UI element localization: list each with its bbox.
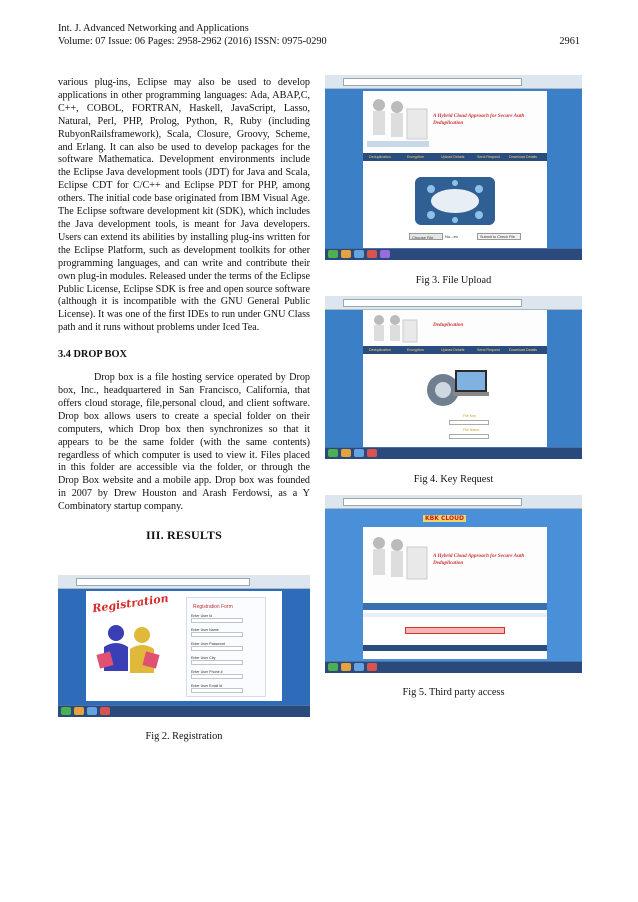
nav-upload-details[interactable]: Upload Details	[441, 348, 465, 352]
reg-field-user-id: Enter User Id	[191, 614, 213, 618]
banner-title: A Hybrid Cloud Approach for Secure Auth Deduplication	[433, 113, 525, 126]
page-number: 2961	[559, 36, 580, 47]
laptop-key-icon	[425, 364, 489, 410]
running-header	[58, 22, 580, 48]
start-icon	[328, 250, 338, 258]
nav-deduplication[interactable]: Deduplication	[369, 155, 391, 159]
third-party-logo: KBK CLOUD	[425, 515, 464, 522]
file-key-label: File Key	[463, 414, 476, 418]
key-request-page	[363, 310, 547, 450]
file-name-label: File Name	[463, 428, 480, 432]
eclipse-paragraph: various plug-ins, Eclipse may also be used to develop applications in other programming languages: Ada, ABAP,C, C++, COBOL, FORTRAN, Haskell, JavaScript, Lasso, Natural, Perl, PHP, Prolog, Python, R, Ruby (including RubyonRailsframework), Scala, Closure, Groovy, Scheme, and Erlang. It can also be used to develop packages for the software Mathematica. Development environments include the Eclipse Java development tools (JDT) for Java and Scala, Eclipse CDT for C/C++ and Eclipse PDT for PHP, among others. The initial code base originated from IBM Visual Age. The Eclipse software development kit (SDK), which includes the Java development tools, is meant for Java developers. Users can extend its abilities by installing plug-ins written for the Eclipse Platform, such as development toolkits for other programming languages, and can write and contribute their own plug-in modules. Released under the terms of the Eclipse Public License, Eclipse SDK is free and open source software (although it is incompatible with the GNU General Public License). It was one of the first IDEs to run under GNU Class path and it runs without problems under Iced Tea.	[58, 77, 310, 334]
section-heading-dropbox: 3.4 DROP BOX	[58, 349, 127, 361]
tp-footer	[363, 645, 547, 651]
browser-bar	[325, 495, 582, 509]
reg-input-user-name[interactable]	[191, 632, 243, 637]
dropbox-paragraph: Drop box is a file hosting service operated by Drop box, Inc., headquartered in San Francisco, California, that offers cloud storage, file,personal cloud, and client software. Drop box allows users to create a special folder on their computers, which Drop box then synchronizes so that it appears to be the same folder (with the same contents) regardless of which computer is used to view it. Files placed in this folder are accessible via the folder, or through the Drop Box website and a mobile app. Drop box was founded in 2007 by Drew Houston and Arash Ferdowsi, as a Y Combinatory startup company.	[58, 372, 310, 513]
browser-bar	[325, 75, 582, 89]
taskbar	[325, 447, 582, 459]
nav-deduplication[interactable]: Deduplication	[369, 348, 391, 352]
browser-bar	[58, 575, 310, 589]
app-icon	[367, 250, 377, 258]
left-column	[58, 77, 310, 543]
tp-access-row[interactable]	[405, 627, 505, 634]
reg-field-user-name: Enter User Name	[191, 628, 219, 632]
reg-field-phone: Enter User Phone #	[191, 670, 223, 674]
reg-input-phone[interactable]	[191, 674, 243, 679]
cloud-network-icon	[415, 177, 495, 225]
reg-input-password[interactable]	[191, 646, 243, 651]
registration-form-title: Registration Form	[193, 604, 233, 610]
app-icon	[87, 707, 97, 715]
registration-page	[86, 591, 282, 701]
start-icon	[328, 663, 338, 671]
volume-line: Volume: 07 Issue: 06 Pages: 2958-2962 (2016) ISSN: 0975-0290	[58, 36, 327, 47]
submit-check-file-button[interactable]: Submit to Check File	[477, 233, 521, 240]
start-icon	[61, 707, 71, 715]
upload-banner	[363, 91, 547, 153]
taskbar	[58, 705, 310, 717]
volume-line-row	[58, 35, 580, 48]
key-banner	[363, 310, 547, 346]
app-icon	[380, 250, 390, 258]
reg-field-city: Enter User City	[191, 656, 216, 660]
nav-encryption[interactable]: Encryption	[407, 348, 424, 352]
app-icon	[341, 449, 351, 457]
tp-banner-title: A Hybrid Cloud Approach for Secure Auth Deduplication	[433, 553, 525, 566]
fig2-caption: Fig 2. Registration	[145, 731, 223, 742]
key-navbar	[363, 346, 547, 354]
start-icon	[328, 449, 338, 457]
fig5-third-party-screenshot	[325, 495, 582, 673]
fig4-key-request-screenshot	[325, 296, 582, 459]
third-party-page	[363, 527, 547, 659]
app-icon	[341, 663, 351, 671]
reg-field-email: Enter User Email Id	[191, 684, 223, 688]
registration-logo: Registration	[91, 591, 170, 616]
people-illustration-icon	[94, 619, 164, 689]
tp-table-row	[363, 613, 547, 617]
fig4-caption: Fig 4. Key Request	[413, 474, 494, 485]
app-icon	[354, 449, 364, 457]
reg-input-city[interactable]	[191, 660, 243, 665]
upload-navbar	[363, 153, 547, 161]
nav-encryption[interactable]: Encryption	[407, 155, 424, 159]
fig3-file-upload-screenshot	[325, 75, 582, 260]
journal-name: Int. J. Advanced Networking and Applications	[58, 23, 249, 34]
file-key-input[interactable]	[449, 420, 489, 425]
choose-file-button[interactable]: Choose File	[409, 233, 443, 240]
app-icon	[341, 250, 351, 258]
reg-field-password: Enter User Password	[191, 642, 225, 646]
registration-form	[186, 597, 266, 697]
app-icon	[367, 663, 377, 671]
no-file-label: No...en	[445, 234, 458, 239]
tp-navbar	[363, 603, 547, 610]
taskbar	[325, 248, 582, 260]
app-icon	[367, 449, 377, 457]
nav-upload-details[interactable]: Upload Details	[441, 155, 465, 159]
tp-banner	[363, 527, 547, 597]
fig2-registration-screenshot	[58, 575, 310, 717]
app-icon	[354, 663, 364, 671]
upload-page	[363, 91, 547, 249]
people-pushing-icon	[367, 95, 429, 151]
fig5-caption: Fig 5. Third party access	[402, 687, 505, 698]
app-icon	[74, 707, 84, 715]
key-banner-title: Deduplication	[433, 322, 464, 328]
people-pushing-icon	[367, 312, 419, 344]
reg-input-user-id[interactable]	[191, 618, 243, 623]
cloud-graphic	[415, 177, 495, 225]
taskbar	[325, 661, 582, 673]
nav-download-details[interactable]: Download Details	[509, 155, 537, 159]
people-pushing-icon	[367, 531, 429, 593]
browser-bar	[325, 296, 582, 310]
reg-input-email[interactable]	[191, 688, 243, 693]
nav-send-request[interactable]: Send Request	[477, 348, 500, 352]
app-icon	[354, 250, 364, 258]
fig3-caption: Fig 3. File Upload	[415, 275, 492, 286]
app-icon	[100, 707, 110, 715]
nav-download-details[interactable]: Download Details	[509, 348, 537, 352]
nav-send-request[interactable]: Send Request	[477, 155, 500, 159]
results-heading: III. RESULTS	[146, 528, 222, 543]
file-name-input[interactable]	[449, 434, 489, 439]
